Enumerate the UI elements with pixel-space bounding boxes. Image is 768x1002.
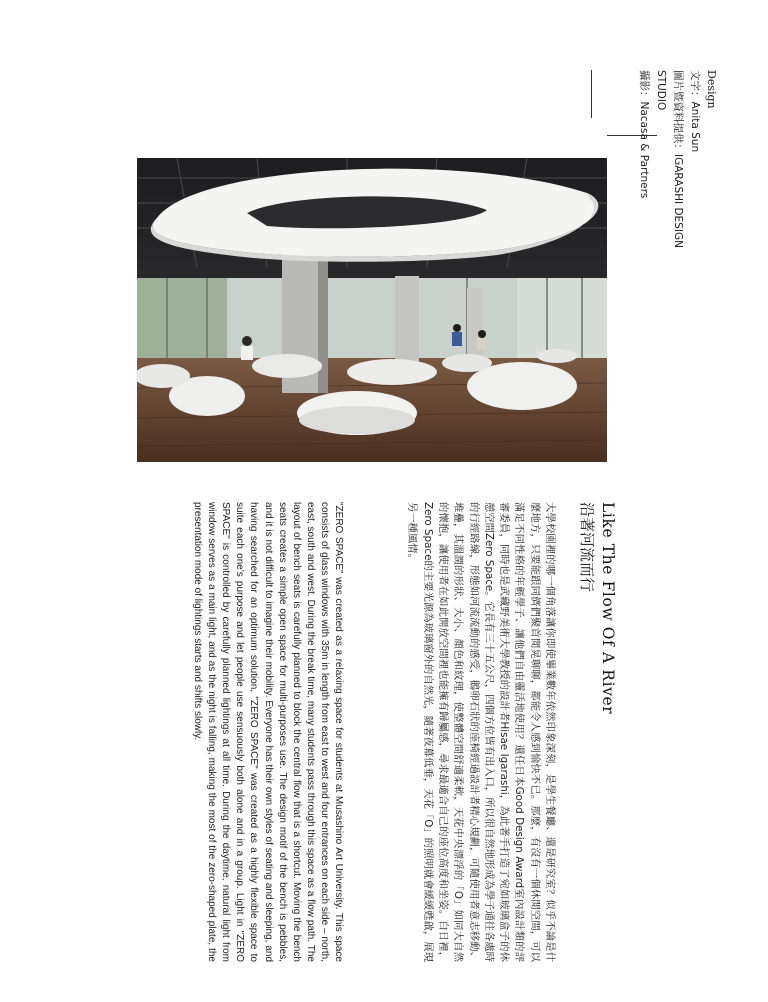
image-credit: 圖片暨資料提供：IGARASHI DESIGN STUDIO	[655, 70, 684, 248]
divider-rule	[607, 135, 657, 136]
article-heading	[577, 502, 617, 942]
paragraph-zh: 大學校園裡的哪一個角落讓你即使畢業數年依然印象深刻，是學生餐廳、還是研究室？似乎不論是什麼地方，只要能跟同儕們聚首閒晃聊聊，都能令人感到愉快不已。那麼，有沒有一個休閒空間，可以滿足不同性格的年輕學子、讓他們自由靈活地使用？還任日本Good Design Award室內設計類的評審委員，同時也是武藏野美術大學教授的設計者Hisae Igarashi，為此著手打造了宛如玻璃盒子的休憩空間Zero Space。它長有三十五公尺，四個方位皆有出入口，所以很自然地形成為學子通往各處時的行經路線，形態如河流流動的感受，鵝卵石狀的座椅經過設計者精心規劃，可隨使用者意志移動、堆疊，其溫潤的形狀、大小、顏色和紋理，使整體空間舒適柔軟，天花中央漂浮的「O」如同大自然的懷抱，讓使用者在如此開放空間裡也能擁有歸屬感，尋求最適合自己的座位高度和坐姿。白日裡，Zero Space的主要光源為玻璃窗外的自然光，隨著夜幕低垂，天花「O」的照明就會緩緩甦啟，展現另一種風情。	[406, 502, 556, 962]
section-label: Design	[705, 70, 718, 109]
credits-block	[650, 70, 720, 290]
article-title-zh: 沿著河流而行	[578, 502, 596, 593]
interior-photo	[137, 158, 607, 462]
article-title-en: Like The Flow Of A River	[599, 502, 617, 715]
body-text-zh	[367, 502, 557, 962]
divider-rule	[591, 70, 592, 118]
paragraph-en: "ZERO SPACE" was created as a relaxing space for students at Musashino Art University. This space consists of glass windows with 35m in length from east to west and four entrances on each side – north, east, south and west. During the break time, many students pass through this space as a flow path. The layout of bench seats is carefully planned to block the central flow that is a shortcut. Moving the bench seats creates a simple open space for multi-purposes use. The design motif of the bench is pebbles, and it is not difficult to imagine their mobility. Everyone has their own styles of seating and sleeping, and having searched for an optimum solution, "ZERO SPACE" was created as a highly flexible space to suite each one's purpose and let people use sensuously both alone and in a group. Light in "ZERO SPACE" is controlled by carefully planned lightings at all time. During the daytime, natural light from window serves as a main light, and as the night is falling, making the most of the zero-shaped plate, the presentation mode of lightings starts and shifts slowly.	[192, 502, 344, 962]
writer-credit: 文字：Anita Sun	[689, 70, 701, 153]
body-text-en	[115, 502, 345, 962]
photo-credit	[635, 70, 652, 290]
zero-space-photo	[137, 158, 607, 462]
